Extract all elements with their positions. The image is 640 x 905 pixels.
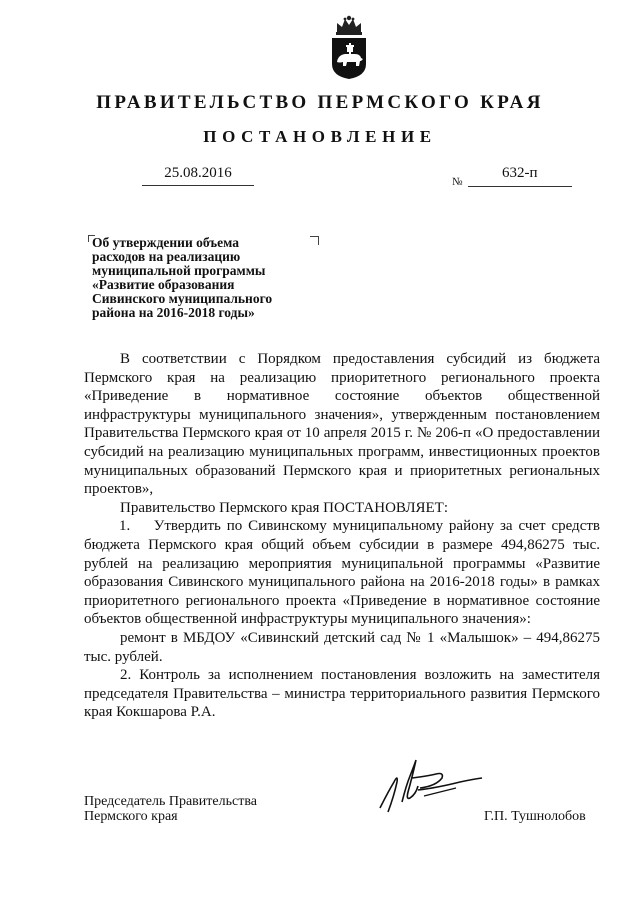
document-number: 632-п <box>502 165 538 181</box>
item-1-detail-paragraph: ремонт в МБДОУ «Сивинский детский сад № 1 «Малышок» – 494,86275 тыс. рублей. <box>84 629 600 665</box>
item-2-paragraph: 2. Контроль за исполнением постановления возложить на заместителя председателя Правительства – министра территориального развития Пермского края Кокшарова Р.А. <box>84 667 600 721</box>
document-type: ПОСТАНОВЛЕНИЕ <box>203 127 437 146</box>
signature-image <box>370 752 490 832</box>
government-title: ПРАВИТЕЛЬСТВО ПЕРМСКОГО КРАЯ <box>96 92 544 113</box>
date-underline <box>142 185 254 186</box>
signatory-name: Г.П. Тушнолобов <box>484 809 586 824</box>
position-line-1: Председатель Правительства <box>84 794 257 809</box>
coat-of-arms-icon <box>328 14 370 80</box>
document-date-field <box>142 165 254 186</box>
document-body <box>84 350 600 722</box>
signatory-position <box>84 794 257 824</box>
number-sign: № <box>452 176 463 188</box>
number-underline <box>468 186 572 187</box>
subject-line: Сивинского муниципального <box>92 291 273 306</box>
decree-paragraph: Правительство Пермского края ПОСТАНОВЛЯЕТ: <box>120 499 449 516</box>
subject-line: муниципальной программы <box>92 263 266 278</box>
subject-line: расходов на реализацию <box>92 249 241 264</box>
subject-line: «Развитие образования <box>92 277 235 292</box>
subject-line: района на 2016-2018 годы» <box>92 305 255 320</box>
document-subject <box>92 236 307 320</box>
position-line-2: Пермского края <box>84 809 178 824</box>
subject-bracket-right <box>310 236 319 245</box>
subject-line: Об утверждении объема <box>92 235 239 250</box>
preamble-paragraph: В соответствии с Порядком предоставления субсидий из бюджета Пермского края на реализацию приоритетного регионального проекта «Приведение в нормативное состояние объектов общественной инфраструктуры муниципального значения», утвержденным постановлением Правительства Пермского края от 10 апреля 2015 г. № 206-п «О предоставлении субсидий на реализацию муниципальных программ, инвестиционных проектов муниципальных образований Пермского края и приоритетных региональных проектов», <box>84 351 600 498</box>
item-1-paragraph: 1. Утвердить по Сивинскому муниципальному району за счет средств бюджета Пермского края общий объем субсидии в размере 494,86275 тыс. рублей на реализацию мероприятия муниципальной программы «Развитие образования Сивинского муниципального района на 2016-2018 годы» в рамках приоритетного регионального проекта «Приведение в нормативное состояние объектов общественной инфраструктуры муниципального значения»: <box>84 518 600 628</box>
document-date: 25.08.2016 <box>164 165 232 181</box>
